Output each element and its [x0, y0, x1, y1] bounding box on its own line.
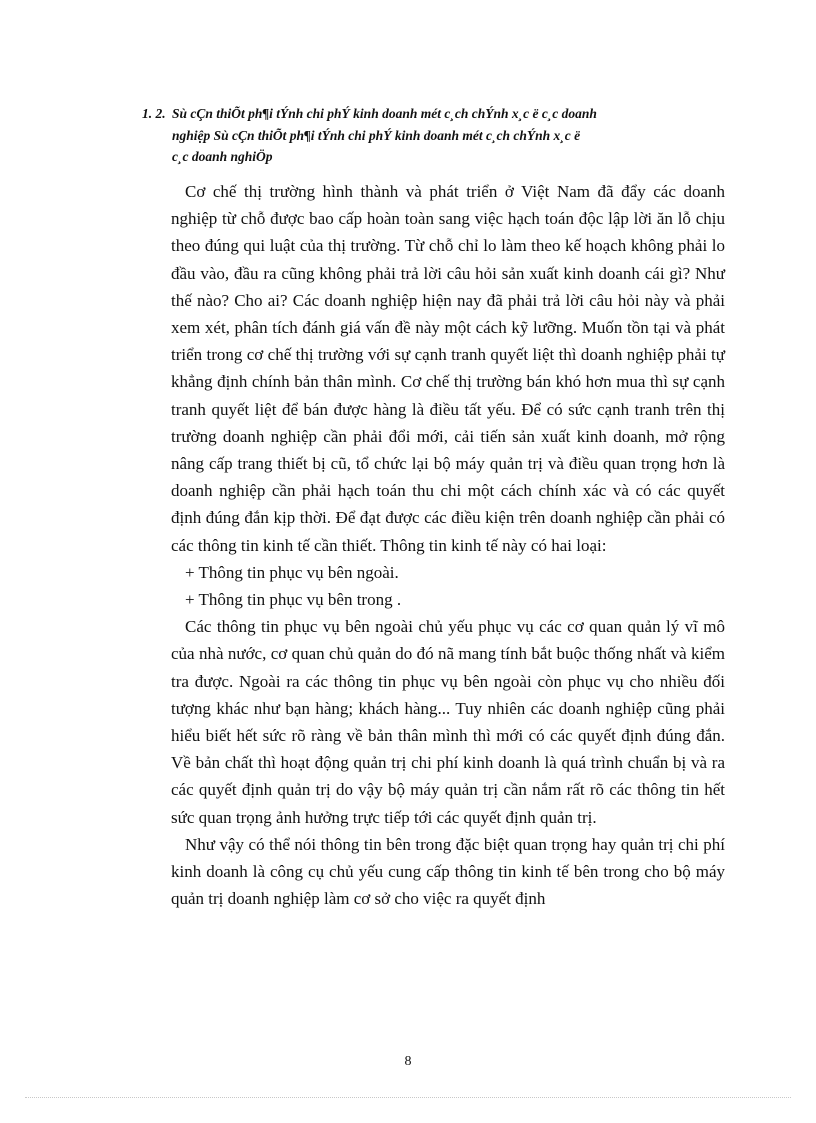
section-heading-line-2: nghiệp Sù cÇn thiÕt ph¶i tÝnh chi phÝ kinh doanh mét c¸ch chÝnh x¸c ë: [172, 127, 581, 143]
paragraph-2: Các thông tin phục vụ bên ngoài chủ yếu phục vụ các cơ quan quản lý vĩ mô của nhà nước, cơ quan chủ quản do đó nã mang tính bắt buộc thống nhất và kiểm tra được. Ngoài ra các thông tin phục vụ bên ngoài còn phục vụ cho nhiều đối tượng khác như bạn hàng; khách hàng... Tuy nhiên các doanh nghiệp cũng phải hiểu biết hết sức rõ ràng về bản thân mình thì mới có các quyết định đúng đắn. Về bản chất thì hoạt động quản trị chi phí kinh doanh là quá trình chuẩn bị và ra các quyết định quản trị do vậy bộ máy quản trị cần nắm rất rõ các thông tin hết sức quan trọng ảnh hưởng trực tiếp tới các quyết định quản trị.: [171, 617, 725, 827]
section-heading: [142, 103, 702, 168]
bullet-internal-info: + Thông tin phục vụ bên trong .: [185, 590, 402, 610]
paragraph-1: Cơ chế thị trường hình thành và phát triển ở Việt Nam đã đẩy các doanh nghiệp từ chỗ được bao cấp hoàn toàn sang việc hạch toán độc lập lời ăn lỗ chịu theo đúng qui luật của thị trường. Từ chỗ chỉ lo làm theo kế hoạch không phải lo đầu vào, đầu ra cũng không phải trả lời câu hỏi sản xuất kinh doanh cái gì? Như thế nào? Cho ai? Các doanh nghiệp hiện nay đã phải trả lời câu hỏi này và phải xem xét, phân tích đánh giá vấn đề này một cách kỹ lưỡng. Muốn tồn tại và phát triển trong cơ chế thị trường với sự cạnh tranh quyết liệt thì doanh nghiệp phải tự khẳng định chính bản thân mình. Cơ chế thị trường bán khó hơn mua thì sự cạnh tranh quyết liệt để bán được hàng là điều tất yếu. Để có sức cạnh tranh trên thị trường doanh nghiệp cần phải đổi mới, cải tiến sản xuất kinh doanh, mở rộng nâng cấp trang thiết bị cũ, tổ chức lại bộ máy quản trị và điều quan trọng hơn là doanh nghiệp cần phải hạch toán thu chi một cách chính xác và có các quyết định đúng đắn kịp thời. Để đạt được các điều kiện trên doanh nghiệp cần phải có các thông tin kinh tế cần thiết. Thông tin kinh tế này có hai loại:: [171, 182, 725, 555]
section-heading-line-1: Sù cÇn thiÕt ph¶i tÝnh chi phÝ kinh doanh mét c¸ch chÝnh x¸c ë c¸c doanh: [172, 106, 597, 121]
page-number: 8: [404, 1054, 412, 1069]
section-heading-line-3: c¸c doanh nghiÖp: [172, 149, 273, 164]
body-text: [171, 178, 725, 912]
page-bottom-divider: [25, 1097, 791, 1098]
bullet-external-info: + Thông tin phục vụ bên ngoài.: [185, 562, 399, 582]
section-number: 1. 2.: [142, 106, 166, 121]
paragraph-3: Như vậy có thể nói thông tin bên trong đặc biệt quan trọng hay quản trị chi phí kinh doanh là công cụ chủ yếu cung cấp thông tin kinh tế bên trong cho bộ máy quản trị doanh nghiệp làm cơ sở cho việc ra quyết định: [171, 834, 725, 909]
